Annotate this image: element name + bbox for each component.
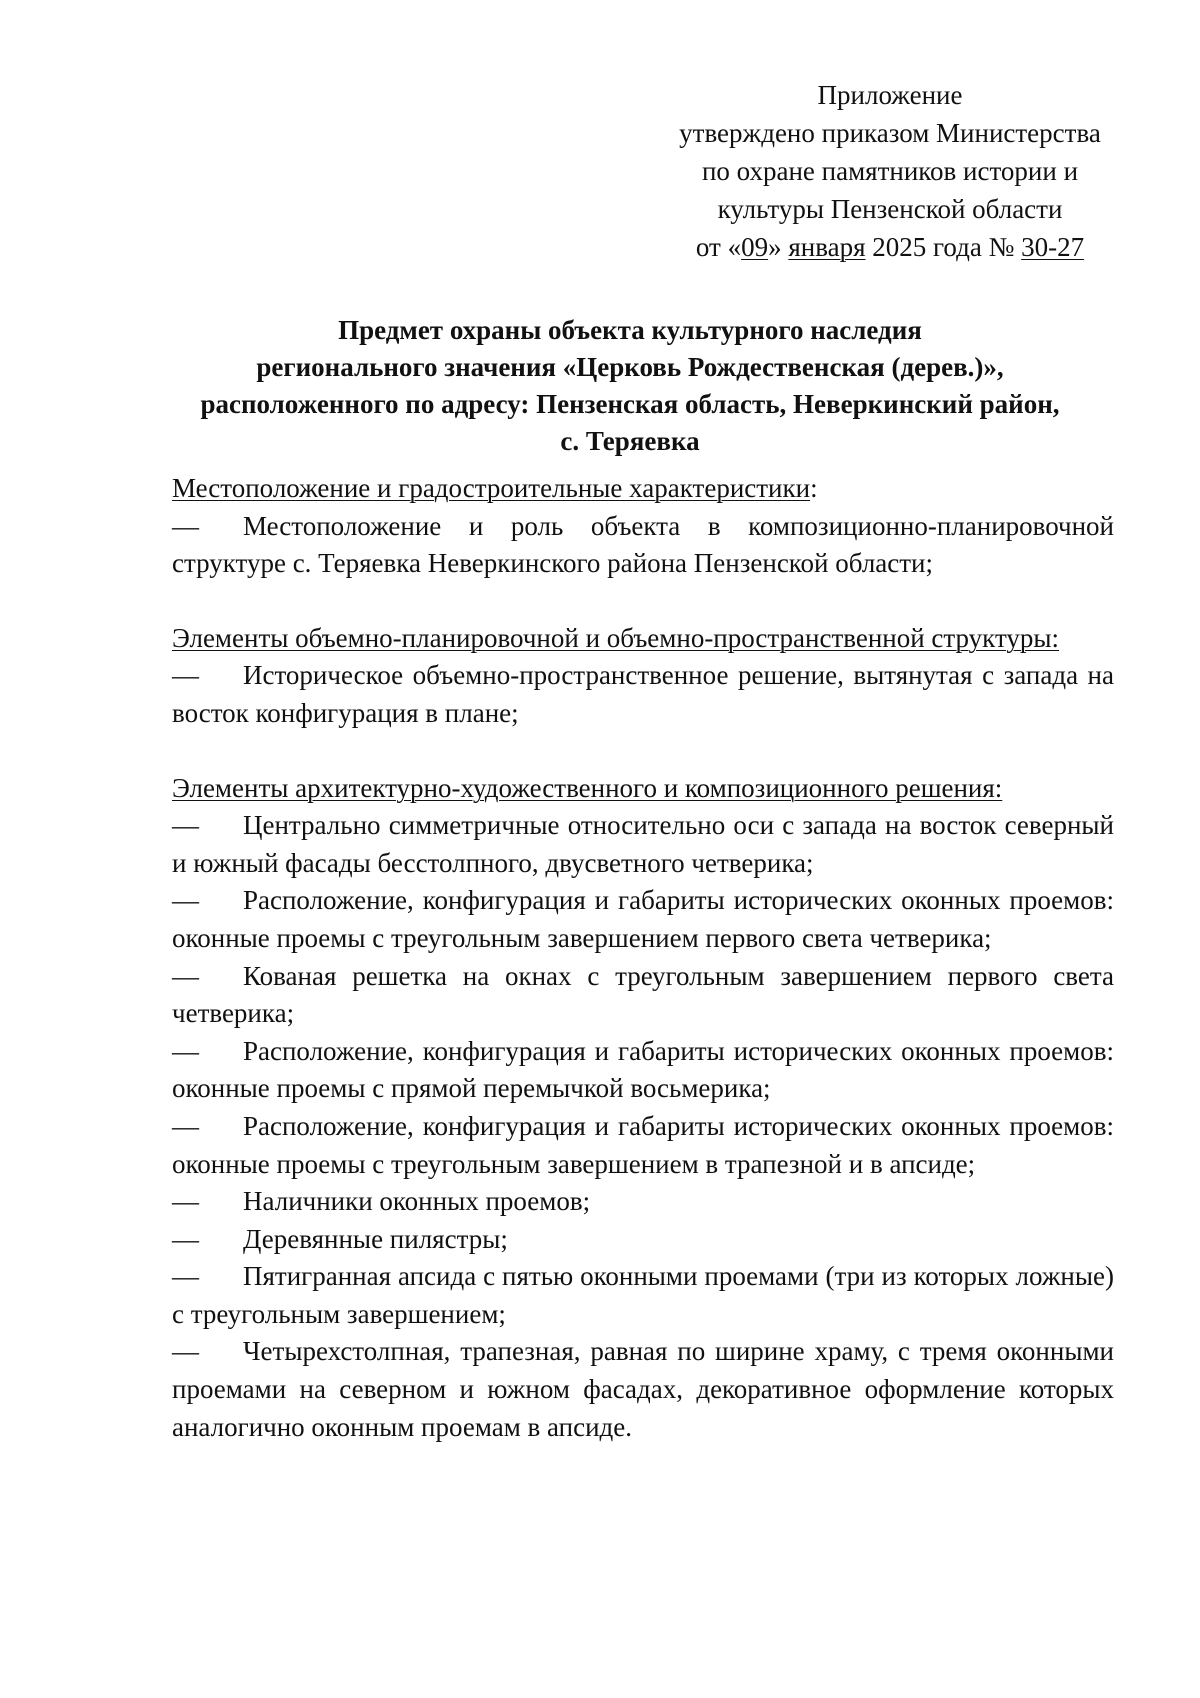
title-line: Предмет охраны объекта культурного наследия	[338, 315, 922, 345]
list-item	[172, 958, 1114, 1033]
heading-suffix: :	[810, 473, 818, 503]
dash-bullet: —	[172, 660, 199, 691]
dash-bullet: —	[172, 1110, 199, 1141]
approval-date-line	[640, 228, 1140, 266]
section-architectural-solution	[172, 770, 1114, 1447]
title-line: с. Теряевка	[560, 426, 700, 456]
approval-block	[640, 76, 1140, 266]
dash-bullet: —	[172, 810, 199, 841]
section-volumetric-structure	[172, 620, 1114, 733]
section-location	[172, 470, 1114, 583]
list-item	[172, 1221, 1114, 1259]
dash-bullet: —	[172, 960, 199, 991]
section-heading: Элементы архитектурно-художественного и композиционного решения:	[172, 772, 1003, 803]
list-item-text: Центрально симметричные относительно оси с запада на восток северный и южный фасады бесстолпного, двусветного четверика;	[172, 810, 1114, 878]
section-heading: Местоположение и градостроительные характеристики	[172, 473, 811, 503]
list-item-text: Деревянные пилястры;	[243, 1223, 508, 1254]
section-heading-row	[172, 470, 1114, 508]
dash-bullet: —	[172, 510, 199, 541]
title-line: регионального значения «Церковь Рождественская (дерев.)»,	[256, 352, 1004, 382]
list-item-text: Четырехстолпная, трапезная, равная по ширине храму, с тремя оконными проемами на северном и южном фасадах, декоративное оформление которых аналогично оконным проемам в апсиде.	[172, 1336, 1114, 1442]
approval-line: Приложение	[817, 80, 963, 110]
document-title	[150, 312, 1110, 460]
list-item-text: Историческое объемно-пространственное решение, вытянутая с запада на восток конфигурация в плане;	[172, 660, 1114, 728]
dash-bullet: —	[172, 1223, 199, 1254]
section-heading: Элементы объемно-планировочной и объемно-пространственной структуры:	[172, 622, 1060, 653]
list-item	[172, 1333, 1114, 1446]
dash-bullet: —	[172, 885, 199, 916]
date-prefix: от «	[695, 232, 742, 262]
list-item	[172, 1258, 1114, 1333]
list-item-text: Пятигранная апсида с пятью оконными проемами (три из которых ложные) с треугольным завершением;	[172, 1261, 1114, 1329]
list-item-text: Расположение, конфигурация и габариты исторических оконных проемов: оконные проемы с треугольным завершением первого света четверика;	[172, 885, 1114, 953]
document-body	[172, 470, 1114, 1483]
list-item	[172, 807, 1114, 882]
section-heading-row	[172, 620, 1114, 658]
list-item	[172, 1033, 1114, 1108]
dash-bullet: —	[172, 1186, 199, 1217]
list-item-text: Расположение, конфигурация и габариты исторических оконных проемов: оконные проемы с прямой перемычкой восьмерика;	[172, 1035, 1114, 1104]
dash-bullet: —	[172, 1035, 199, 1066]
list-item	[172, 1183, 1114, 1221]
dash-bullet: —	[172, 1336, 199, 1367]
list-item-text: Местоположение и роль объекта в композиционно-планировочной структуре с. Теряевка Неверкинского района Пензенской области;	[172, 510, 1114, 579]
list-item	[172, 1108, 1114, 1183]
list-item	[172, 508, 1114, 583]
order-month: января	[788, 232, 866, 262]
list-item-text: Расположение, конфигурация и габариты исторических оконных проемов: оконные проемы с треугольным завершением в трапезной и в апсиде;	[172, 1110, 1114, 1179]
list-item	[172, 882, 1114, 957]
dash-bullet: —	[172, 1261, 199, 1292]
approval-line: по охране памятников истории и	[701, 156, 1079, 186]
year-text: 2025 года №	[865, 232, 1022, 262]
list-item	[172, 657, 1114, 732]
list-item-text: Наличники оконных проемов;	[243, 1186, 591, 1217]
order-day: 09	[741, 232, 769, 262]
title-line: расположенного по адресу: Пензенская область, Неверкинский район,	[200, 389, 1060, 419]
approval-line: культуры Пензенской области	[717, 194, 1063, 224]
section-heading-row	[172, 770, 1114, 808]
approval-line: утверждено приказом Министерства	[679, 118, 1101, 148]
date-mid: »	[768, 232, 789, 262]
list-item-text: Кованая решетка на окнах с треугольным завершением первого света четверика;	[172, 960, 1114, 1029]
order-number: 30-27	[1021, 232, 1085, 262]
